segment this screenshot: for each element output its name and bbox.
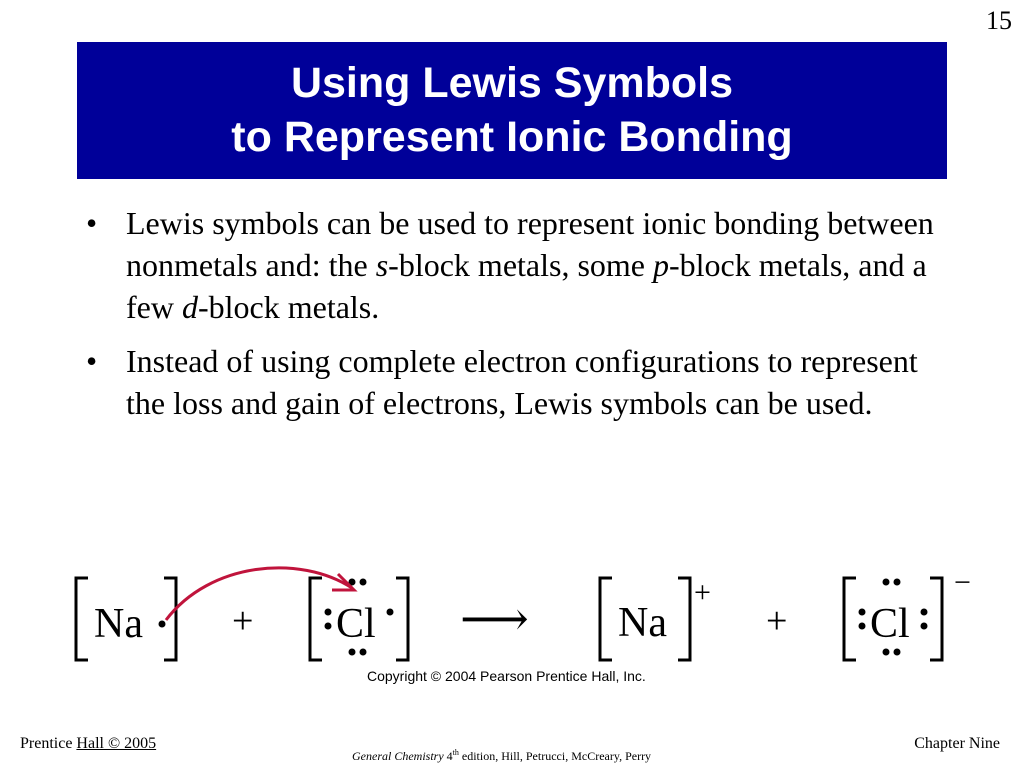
bullet-1-s: s xyxy=(375,247,389,283)
bullet-item-1 xyxy=(82,202,942,328)
title-line-1: Using Lewis Symbols xyxy=(290,59,734,107)
footer-book-citation xyxy=(352,748,651,764)
bullet-dot-icon: • xyxy=(86,343,98,379)
page-number: 15 xyxy=(986,6,1012,35)
cl-symbol-left: Cl xyxy=(336,601,376,647)
bullet-1-text-c: -block metals, and a few xyxy=(126,247,927,325)
bracket-right-cl-ion xyxy=(930,578,942,660)
bullet-1-p: p xyxy=(653,247,669,283)
bracket-right-cl xyxy=(396,578,408,660)
cl-ion-electron-bottom-1 xyxy=(883,649,890,656)
cl-electron-bottom-1 xyxy=(349,649,356,656)
footer-publisher-prefix: Prentice xyxy=(20,735,77,752)
cl-ion-electron-top-2 xyxy=(894,579,901,586)
title-line-2: to Represent Ionic Bonding xyxy=(231,113,793,161)
footer-publisher-hall: Hall © 2005 xyxy=(76,735,157,752)
bracket-left-na-ion xyxy=(600,578,612,660)
footer-publisher xyxy=(20,735,156,753)
cl-ion-electron-right-1 xyxy=(921,609,928,616)
footer-edition-suffix: th xyxy=(452,748,459,757)
na-symbol-right: Na xyxy=(618,600,667,646)
cl-electron-bottom-2 xyxy=(360,649,367,656)
reaction-arrow-icon: ⟶ xyxy=(460,593,529,646)
cl-ion-electron-right-2 xyxy=(921,623,928,630)
cl-electron-left-1 xyxy=(325,609,332,616)
footer-book-title: General Chemistry xyxy=(352,749,444,763)
plus-sign-1: + xyxy=(232,600,254,642)
bullet-2-text: Instead of using complete electron configurations to represent the loss and gain of electrons, Lewis symbols can be used. xyxy=(126,343,918,421)
cl-electron-left-2 xyxy=(325,623,332,630)
cl-ion-electron-left-2 xyxy=(859,623,866,630)
cl-electron-top-2 xyxy=(360,579,367,586)
cl-symbol-right: Cl xyxy=(870,601,910,647)
electron-transfer-arrow xyxy=(166,568,352,620)
footer-authors: edition, Hill, Petrucci, McCreary, Perry xyxy=(458,749,652,763)
cl-electron-right-1 xyxy=(387,609,394,616)
na-symbol-left: Na xyxy=(94,601,143,647)
bullet-1-text-a: Lewis symbols can be used to represent ionic bonding between nonmetals and: the xyxy=(126,205,934,283)
bullet-item-2 xyxy=(82,340,942,424)
bracket-left-cl-ion xyxy=(844,578,856,660)
footer-chapter: Chapter Nine xyxy=(914,735,1000,752)
bullet-1-text-b: -block metals, some xyxy=(388,247,653,283)
footer-edition-number: 4 xyxy=(443,749,453,763)
cl-ion-charge: − xyxy=(954,566,971,599)
plus-sign-2: + xyxy=(766,600,788,642)
na-ion-charge: + xyxy=(694,576,711,609)
bullet-list xyxy=(82,202,942,436)
na-valence-electron xyxy=(159,621,166,628)
bullet-1-text-d: -block metals. xyxy=(197,289,380,325)
copyright-notice: Copyright © 2004 Pearson Prentice Hall, Inc. xyxy=(367,668,646,684)
bracket-left-na xyxy=(76,578,88,660)
bracket-right-na-ion xyxy=(678,578,690,660)
bullet-1-d: d xyxy=(181,289,198,325)
cl-ion-electron-bottom-2 xyxy=(894,649,901,656)
cl-ion-electron-left-1 xyxy=(859,609,866,616)
bullet-dot-icon: • xyxy=(86,205,98,241)
cl-ion-electron-top-1 xyxy=(883,579,890,586)
slide-title xyxy=(77,42,947,179)
bracket-left-cl xyxy=(310,578,322,660)
